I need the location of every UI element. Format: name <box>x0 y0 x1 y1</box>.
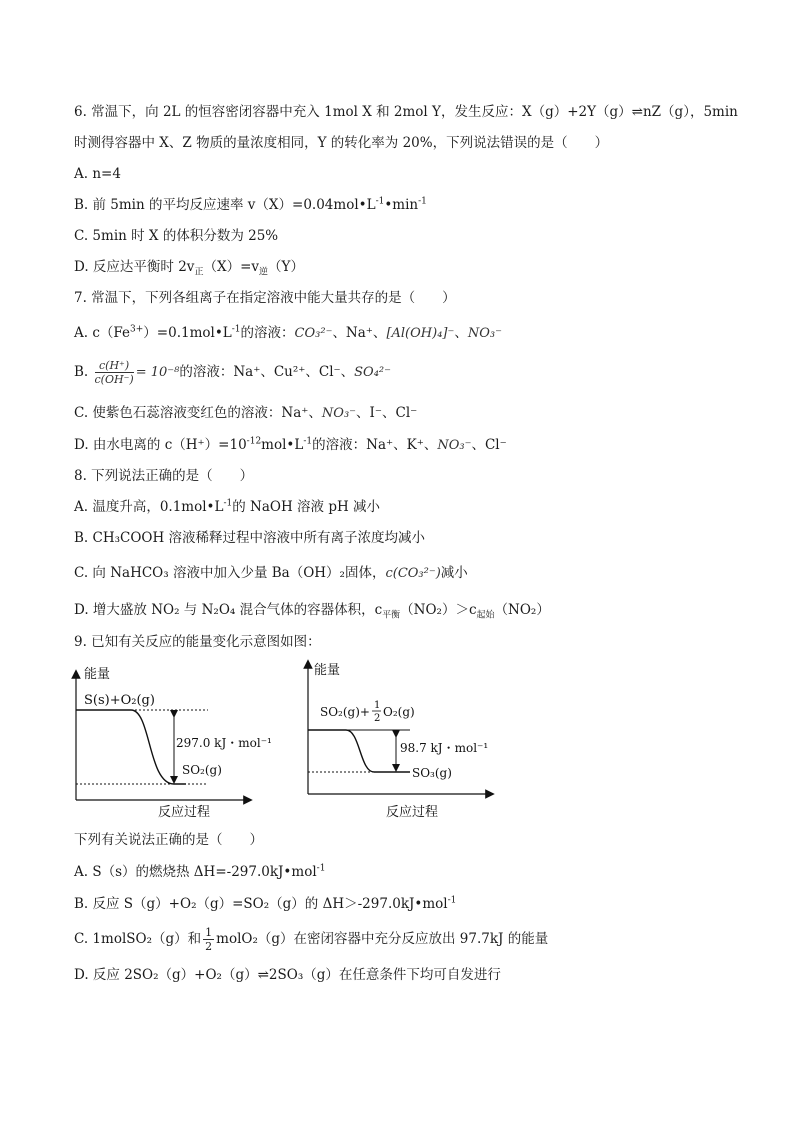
q7-b-ion: SO₄²⁻ <box>354 365 392 380</box>
q9-c-post: molO₂（g）在密闭容器中充分反应放出 97.7kJ 的能量 <box>216 931 549 947</box>
q7-b-fraction <box>95 359 134 386</box>
q8-c-post: 减小 <box>440 565 468 581</box>
q7-b-denominator: c(OH⁻) <box>94 373 134 386</box>
q7-a-sep2: 、 <box>454 325 468 341</box>
d2-reactant-post: O₂(g) <box>383 705 415 719</box>
q8-c-text: C. 向 NaHCO₃ 溶液中加入少量 Ba（OH）₂固体， <box>74 565 386 581</box>
q6-b-text: B. 前 5min 的平均反应速率 v（X）=0.04mol•L <box>74 197 376 213</box>
q9-c-frac-den: 2 <box>205 940 213 953</box>
d1-energy-label: 297.0 kJ・mol⁻¹ <box>176 736 272 750</box>
q6-b-sup2: -1 <box>418 196 427 207</box>
q8-d-sub1: 平衡 <box>382 610 401 621</box>
q8-d-post: （NO₂） <box>494 602 550 618</box>
q8-title: 8. 下列说法正确的是（ ） <box>74 468 254 484</box>
q9-c-text: C. 1molSO₂（g）和 <box>74 931 202 947</box>
q7-b-post: 的溶液：Na⁺、Cu²⁺、Cl⁻、 <box>179 364 355 380</box>
energy-diagram-2 <box>298 656 508 820</box>
q9-c-frac-num: 1 <box>205 926 213 939</box>
q8-option-c <box>74 563 754 584</box>
q7-d-post: 的溶液：Na⁺、K⁺、 <box>312 437 438 453</box>
q8-a-sup: -1 <box>223 498 233 509</box>
d2-energy-label: 98.7 kJ・mol⁻¹ <box>400 741 489 755</box>
d1-reactant-label: S(s)+O₂(g) <box>84 693 155 708</box>
q9-question: 下列有关说法正确的是（ ） <box>74 832 263 848</box>
q6-option-d <box>74 257 754 277</box>
q9-option-a <box>74 862 754 882</box>
d2-reactant-frac-num: 1 <box>374 700 381 711</box>
q7-a-ion1: CO₃²⁻ <box>294 326 333 341</box>
q9-title: 9. 已知有关反应的能量变化示意图如图： <box>74 634 321 650</box>
q7-option-d <box>74 435 754 456</box>
q7-c-ion: NO₃⁻ <box>321 406 357 421</box>
q7-a-ion3: NO₃⁻ <box>467 326 502 341</box>
q7-a-sup: 3+ <box>130 324 144 335</box>
q9-option-c <box>74 926 754 953</box>
q9-option-b <box>74 894 754 914</box>
q7-a-sep1: 、Na⁺、 <box>332 325 387 341</box>
q9-b-sup: -1 <box>447 895 457 906</box>
q6-option-a: A. n=4 <box>74 166 121 182</box>
q6-option-c: C. 5min 时 X 的体积分数为 25% <box>74 228 279 244</box>
q8-option-d <box>74 600 754 620</box>
q6-d-text: D. 反应达平衡时 2v <box>74 259 195 275</box>
q7-a-mid: ）=0.1mol•L <box>143 325 232 341</box>
q7-option-a <box>74 323 754 344</box>
q6-d-sub2: 逆 <box>259 267 269 278</box>
q6-stem-line1: 6. 常温下，向 2L 的恒容密闭容器中充入 1mol X 和 2mol Y，发生反应：X（g）+2Y（g）⇌nZ（g），5min <box>74 104 738 120</box>
q7-a-post: 的溶液： <box>240 325 295 341</box>
q6-b-mid: •min <box>384 197 419 213</box>
d2-reactant-pre: SO₂(g)+ <box>320 705 370 719</box>
q6-d-mid: （X）=v <box>203 259 260 275</box>
energy-diagram-1 <box>66 660 272 820</box>
q7-option-b <box>74 359 754 386</box>
q7-d-mid: mol•L <box>261 437 304 453</box>
q9-c-fraction <box>203 926 214 953</box>
q8-c-math: c(CO₃²⁻) <box>385 566 441 581</box>
q9-b-text: B. 反应 S（g）+O₂（g）=SO₂（g）的 ΔH＞-297.0kJ•mol <box>74 896 448 912</box>
q7-a-ion2: [Al(OH)₄]⁻ <box>386 326 455 341</box>
q7-d-end: 、Cl⁻ <box>471 437 507 453</box>
q8-option-b: B. CH₃COOH 溶液稀释过程中溶液中所有离子浓度均减小 <box>74 530 426 546</box>
q8-d-sub2: 起始 <box>476 610 495 621</box>
q7-b-equals: = 10⁻⁸ <box>135 365 180 380</box>
q6-option-b <box>74 195 754 215</box>
d2-reactant-frac-den: 2 <box>374 713 381 724</box>
q7-b-numerator: c(H⁺) <box>95 359 134 373</box>
d2-product-label: SO₃(g) <box>412 766 452 780</box>
q6-d-sub1: 正 <box>194 267 204 278</box>
d1-product-label: SO₂(g) <box>182 763 222 777</box>
q6-stem-line2: 时测得容器中 X、Z 物质的量浓度相同，Y 的转化率为 20%，下列说法错误的是（ ） <box>74 135 609 151</box>
d1-energy-curve <box>76 710 186 784</box>
q8-option-a <box>74 497 754 517</box>
q9-option-d: D. 反应 2SO₂（g）+O₂（g）⇌2SO₃（g）在任意条件下均可自发进行 <box>74 967 501 983</box>
q7-d-ion: NO₃⁻ <box>437 438 472 453</box>
q7-a-sup2: -1 <box>231 324 241 335</box>
q7-c-text: C. 使紫色石蕊溶液变红色的溶液：Na⁺、 <box>74 405 322 421</box>
d2-energy-curve <box>308 730 410 772</box>
q7-d-sup2: -1 <box>303 436 313 447</box>
d1-ylabel: 能量 <box>84 667 111 682</box>
d2-ylabel: 能量 <box>314 663 341 678</box>
q7-option-c <box>74 403 754 424</box>
q7-c-post: 、I⁻、Cl⁻ <box>356 405 418 421</box>
q7-title: 7. 常温下，下列各组离子在指定溶液中能大量共存的是（ ） <box>74 290 456 306</box>
q7-d-sup: -12 <box>246 436 262 447</box>
q8-d-mid: （NO₂）＞c <box>400 602 477 618</box>
q8-a-text: A. 温度升高，0.1mol•L <box>74 499 224 515</box>
q6-b-sup1: -1 <box>375 196 385 207</box>
d1-xlabel: 反应过程 <box>158 805 211 820</box>
q9-a-sup: -1 <box>316 863 326 874</box>
d2-xlabel: 反应过程 <box>386 805 439 820</box>
q6-d-post: （Y） <box>268 259 304 275</box>
q7-b-label: B. <box>74 364 89 380</box>
q8-a-post: 的 NaOH 溶液 pH 减小 <box>232 499 381 515</box>
q9-a-text: A. S（s）的燃烧热 ΔH=-297.0kJ•mol <box>74 864 317 880</box>
q7-d-text: D. 由水电离的 c（H⁺）=10 <box>74 437 247 453</box>
q8-d-text: D. 增大盛放 NO₂ 与 N₂O₄ 混合气体的容器体积，c <box>74 602 383 618</box>
q7-a-text: A. c（Fe <box>74 325 131 341</box>
